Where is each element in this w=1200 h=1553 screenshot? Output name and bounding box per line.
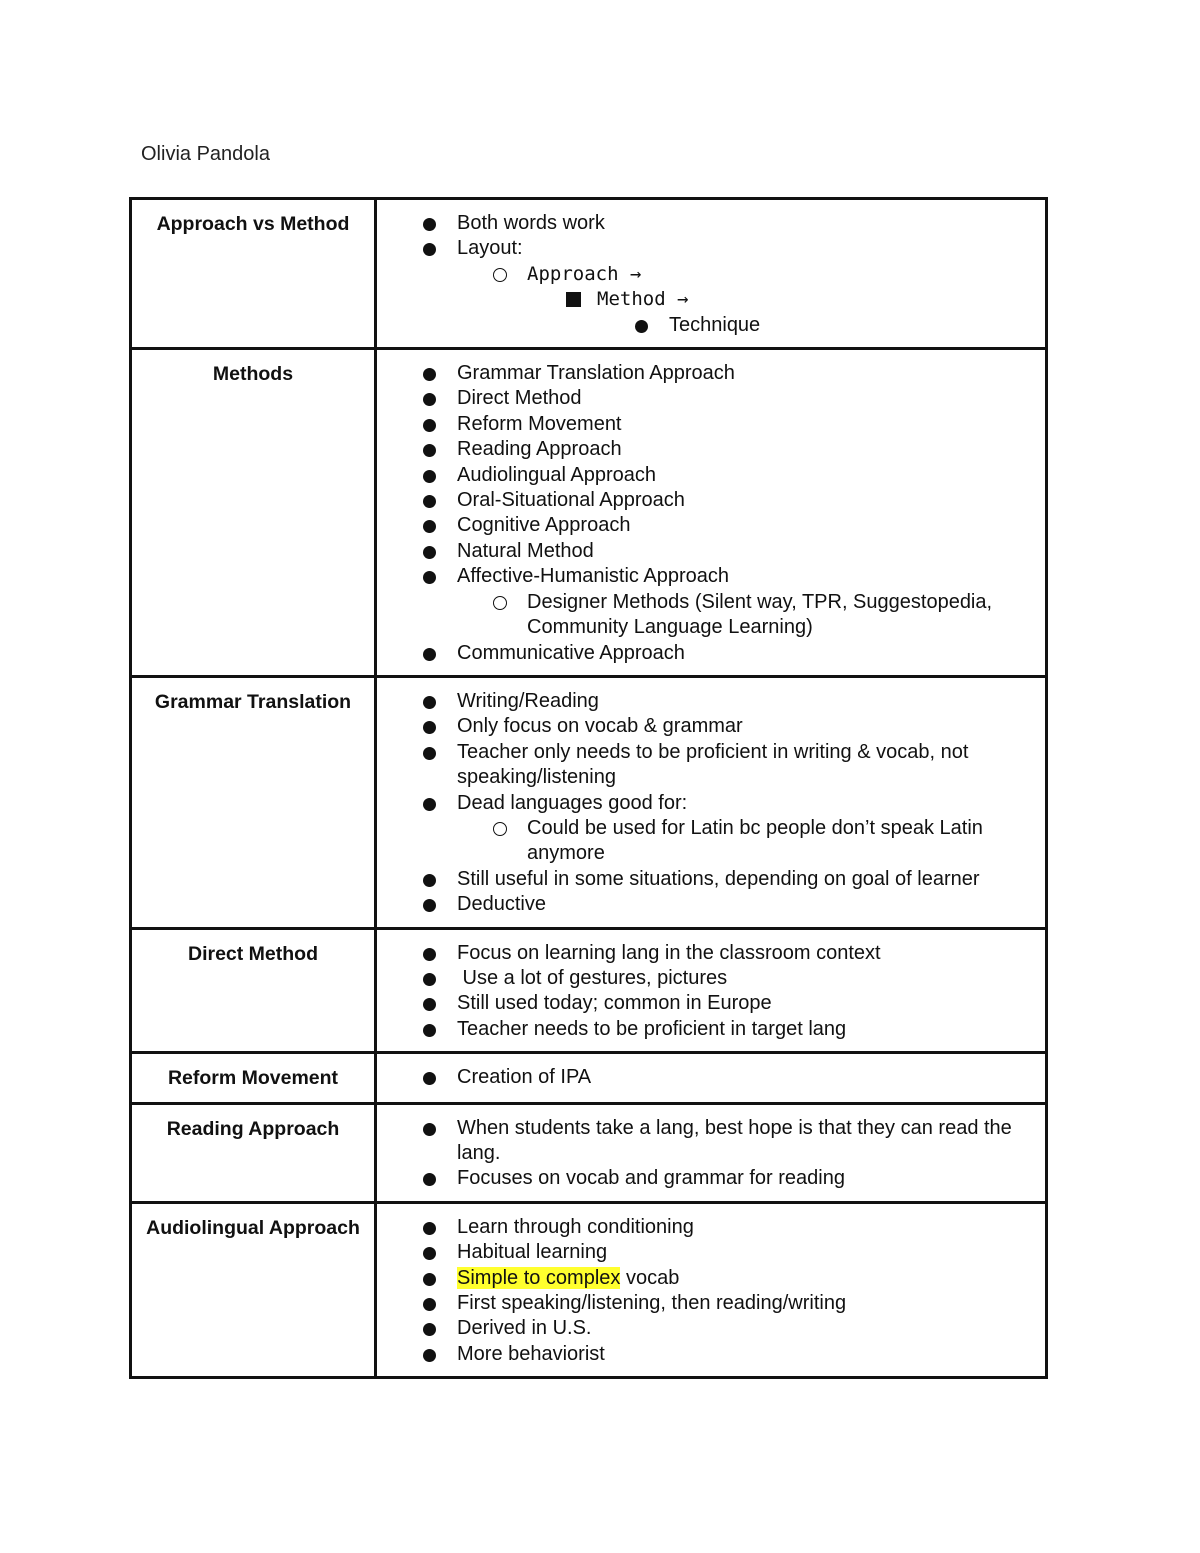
filled-bullet-icon — [423, 899, 436, 912]
filled-bullet-icon — [423, 571, 436, 584]
term-cell: Reading Approach — [131, 1103, 376, 1202]
list-item: Habitual learning — [377, 1240, 1039, 1265]
table-row — [131, 349, 1047, 677]
filled-bullet-icon — [423, 546, 436, 559]
list-item: Writing/Reading — [377, 689, 1039, 714]
filled-bullet-icon — [423, 1323, 436, 1336]
filled-bullet-icon — [423, 1349, 436, 1362]
list-item: Dead languages good for: — [377, 791, 1039, 816]
table-row — [131, 676, 1047, 928]
bullet-list — [377, 816, 1039, 867]
filled-bullet-icon — [423, 444, 436, 457]
bullet-list — [377, 867, 1039, 918]
list-item: More behaviorist — [377, 1342, 1039, 1367]
bullet-list — [377, 313, 1039, 338]
hollow-bullet-icon — [493, 822, 507, 836]
filled-bullet-icon — [423, 1298, 436, 1311]
list-item: Focus on learning lang in the classroom context — [377, 941, 1039, 966]
term-cell: Reform Movement — [131, 1053, 376, 1103]
bullet-list — [377, 287, 1039, 312]
filled-bullet-icon — [423, 1072, 436, 1085]
filled-bullet-icon — [423, 368, 436, 381]
list-item: Affective-Humanistic Approach — [377, 564, 1039, 589]
notes-cell — [376, 349, 1047, 677]
bullet-list — [377, 211, 1039, 262]
list-item: Natural Method — [377, 539, 1039, 564]
list-item: First speaking/listening, then reading/writing — [377, 1291, 1039, 1316]
list-item: Audiolingual Approach — [377, 463, 1039, 488]
bullet-list — [377, 641, 1039, 666]
list-item: Teacher needs to be proficient in target lang — [377, 1017, 1039, 1042]
list-item: Oral-Situational Approach — [377, 488, 1039, 513]
bullet-list — [377, 262, 1039, 287]
hollow-bullet-icon — [493, 268, 507, 282]
bullet-list — [377, 1065, 1039, 1090]
notes-cell — [376, 676, 1047, 928]
filled-bullet-icon — [423, 243, 436, 256]
list-item: Could be used for Latin bc people don’t speak Latin anymore — [377, 816, 1039, 867]
bullet-list — [377, 361, 1039, 590]
list-item: Reform Movement — [377, 412, 1039, 437]
bullet-list — [377, 1116, 1039, 1192]
bullet-list — [377, 941, 1039, 1043]
filled-bullet-icon — [423, 998, 436, 1011]
filled-bullet-icon — [423, 520, 436, 533]
term-cell: Direct Method — [131, 928, 376, 1053]
author-name: Olivia Pandola — [141, 143, 270, 165]
filled-bullet-icon — [423, 1173, 436, 1186]
filled-bullet-icon — [423, 973, 436, 986]
table-row — [131, 1103, 1047, 1202]
list-item: When students take a lang, best hope is that they can read the lang. — [377, 1116, 1039, 1167]
list-item: Approach → — [377, 262, 1039, 287]
notes-cell — [376, 199, 1047, 349]
list-item: Deductive — [377, 892, 1039, 917]
list-item: Both words work — [377, 211, 1039, 236]
list-item: Teacher only needs to be proficient in writing & vocab, not speaking/listening — [377, 740, 1039, 791]
bullet-list — [377, 590, 1039, 641]
table-row — [131, 1053, 1047, 1103]
filled-bullet-icon — [423, 1024, 436, 1037]
filled-bullet-icon — [423, 747, 436, 760]
filled-bullet-icon — [635, 320, 648, 333]
filled-bullet-icon — [423, 721, 436, 734]
bullet-list — [377, 689, 1039, 816]
list-item: Communicative Approach — [377, 641, 1039, 666]
filled-bullet-icon — [423, 495, 436, 508]
bullet-list — [377, 1215, 1039, 1367]
term-cell: Grammar Translation — [131, 676, 376, 928]
list-item: Only focus on vocab & grammar — [377, 714, 1039, 739]
filled-bullet-icon — [423, 874, 436, 887]
term-cell: Methods — [131, 349, 376, 677]
list-item: Focuses on vocab and grammar for reading — [377, 1166, 1039, 1191]
filled-bullet-icon — [423, 393, 436, 406]
list-item: Layout: — [377, 236, 1039, 261]
square-bullet-icon — [566, 292, 581, 307]
term-cell: Audiolingual Approach — [131, 1202, 376, 1377]
filled-bullet-icon — [423, 696, 436, 709]
list-item: Technique — [377, 313, 1039, 338]
filled-bullet-icon — [423, 218, 436, 231]
notes-cell — [376, 928, 1047, 1053]
table-row — [131, 928, 1047, 1053]
notes-cell — [376, 1053, 1047, 1103]
highlighted-text: Simple to complex — [457, 1266, 621, 1289]
term-cell: Approach vs Method — [131, 199, 376, 349]
list-item: Grammar Translation Approach — [377, 361, 1039, 386]
table-row — [131, 1202, 1047, 1377]
filled-bullet-icon — [423, 1222, 436, 1235]
list-item: Creation of IPA — [377, 1065, 1039, 1090]
filled-bullet-icon — [423, 1247, 436, 1260]
list-item: Still useful in some situations, depending on goal of learner — [377, 867, 1039, 892]
list-item: Designer Methods (Silent way, TPR, Suggestopedia, Community Language Learning) — [377, 590, 1039, 641]
list-item: Derived in U.S. — [377, 1316, 1039, 1341]
list-item: Cognitive Approach — [377, 513, 1039, 538]
list-item: Use a lot of gestures, pictures — [377, 966, 1039, 991]
table-row — [131, 199, 1047, 349]
filled-bullet-icon — [423, 419, 436, 432]
notes-table — [129, 197, 1048, 1379]
filled-bullet-icon — [423, 648, 436, 661]
list-item: Reading Approach — [377, 437, 1039, 462]
list-item: Direct Method — [377, 386, 1039, 411]
notes-cell — [376, 1202, 1047, 1377]
filled-bullet-icon — [423, 470, 436, 483]
list-item: Simple to complex vocab — [377, 1266, 1039, 1291]
filled-bullet-icon — [423, 798, 436, 811]
filled-bullet-icon — [423, 1123, 436, 1136]
hollow-bullet-icon — [493, 596, 507, 610]
notes-cell — [376, 1103, 1047, 1202]
list-item: Learn through conditioning — [377, 1215, 1039, 1240]
filled-bullet-icon — [423, 1273, 436, 1286]
filled-bullet-icon — [423, 948, 436, 961]
list-item: Method → — [377, 287, 1039, 312]
list-item: Still used today; common in Europe — [377, 991, 1039, 1016]
